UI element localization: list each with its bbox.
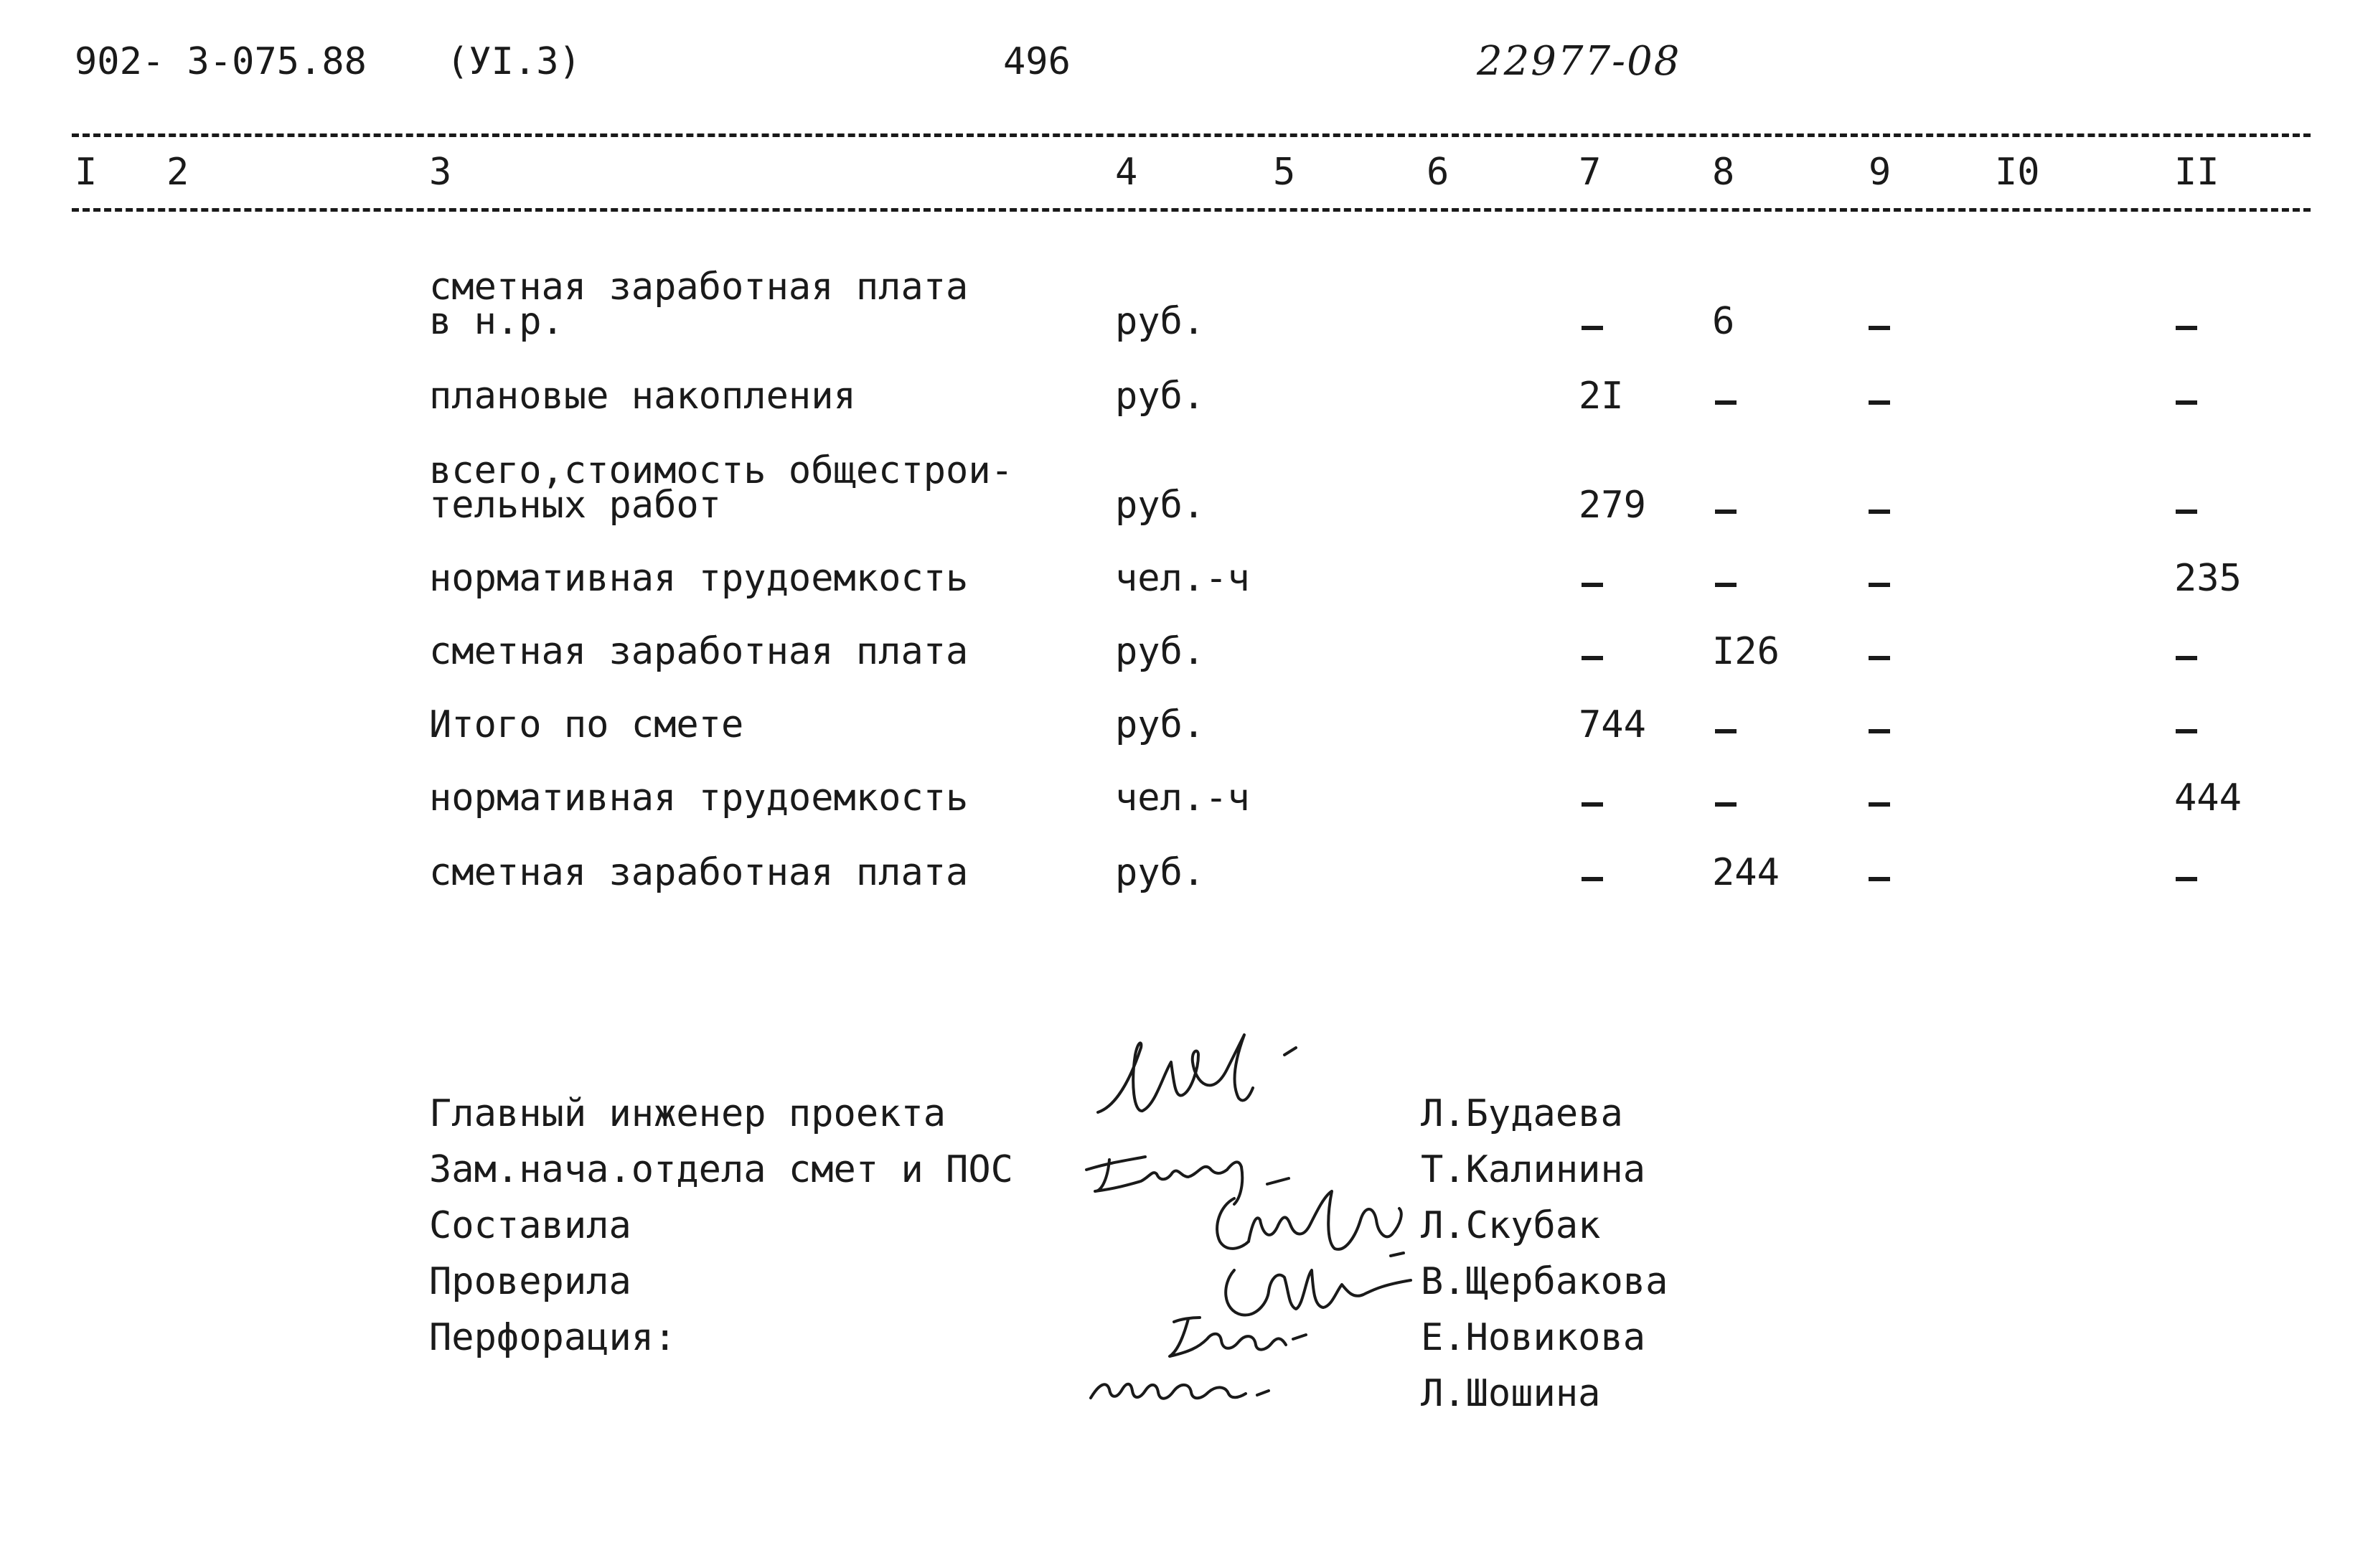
signatory-name-1: Л.Будаева [1421,1092,1623,1135]
table-rule-bottom [72,208,2311,212]
signature-role-4: Проверила [429,1260,631,1303]
column-number-6: 6 [1427,151,1449,194]
row-5-unit: руб. [1115,630,1206,673]
row-8-c7-dash [1582,877,1603,881]
row-3-unit: руб. [1115,484,1206,527]
row-2-c7-value: 2I [1579,375,1624,418]
signature-mark-5 [1160,1310,1317,1368]
row-4-unit: чел.-ч [1115,557,1250,600]
row-6-c11-dash [2176,729,2197,733]
row-4-c11-value: 235 [2174,557,2242,600]
signature-mark-6 [1085,1362,1286,1412]
row-7-c8-dash [1715,802,1737,807]
row-1-name-line-2: в н.р. [429,300,564,343]
signatory-name-5: Е.Новикова [1421,1316,1646,1359]
row-6-name-line-1: Итого по смете [429,703,744,746]
column-number-2: 2 [166,151,189,194]
page-number: 496 [1003,40,1071,83]
row-2-unit: руб. [1115,375,1206,418]
row-4-c8-dash [1715,583,1737,587]
row-3-c7-value: 279 [1579,484,1646,527]
column-number-7: 7 [1579,151,1602,194]
column-number-3: 3 [429,151,452,194]
row-4-c9-dash [1869,583,1890,587]
row-3-name-line-1: всего,стоимость общестрои- [429,449,1013,492]
row-6-c8-dash [1715,729,1737,733]
row-2-c11-dash [2176,400,2197,405]
row-7-c9-dash [1869,802,1890,807]
row-5-c11-dash [2176,656,2197,660]
row-7-name-line-1: нормативная трудоемкость [429,776,969,820]
row-8-unit: руб. [1115,851,1206,894]
row-6-c7-value: 744 [1579,703,1646,746]
row-8-c9-dash [1869,877,1890,881]
signature-role-2: Зам.нача.отдела смет и ПОС [429,1148,1013,1191]
column-number-4: 4 [1115,151,1138,194]
table-rule-top [72,133,2311,137]
row-3-c11-dash [2176,510,2197,514]
row-3-c9-dash [1869,510,1890,514]
row-2-c8-dash [1715,400,1737,405]
row-3-name-line-2: тельных работ [429,484,721,527]
column-number-1: I [75,151,98,194]
signature-role-3: Составила [429,1204,631,1247]
signature-role-5: Перфорация: [429,1316,677,1359]
row-1-name-line-1: сметная заработная плата [429,266,969,309]
column-number-5: 5 [1273,151,1296,194]
row-1-unit: руб. [1115,300,1206,343]
row-7-unit: чел.-ч [1115,776,1250,820]
row-5-c8-value: I26 [1712,630,1780,673]
column-number-10: I0 [1995,151,2040,194]
row-6-unit: руб. [1115,703,1206,746]
row-7-c11-value: 444 [2174,776,2242,820]
row-8-name-line-1: сметная заработная плата [429,851,969,894]
sheet-number: 22977-08 [1477,38,1681,85]
row-1-c7-dash [1582,326,1603,330]
column-number-9: 9 [1869,151,1892,194]
row-4-name-line-1: нормативная трудоемкость [429,557,969,600]
row-2-c9-dash [1869,400,1890,405]
row-5-name-line-1: сметная заработная плата [429,630,969,673]
row-5-c9-dash [1869,656,1890,660]
row-8-c11-dash [2176,877,2197,881]
row-7-c7-dash [1582,802,1603,807]
signature-role-1: Главный инженер проекта [429,1092,946,1135]
signatory-name-6: Л.Шошина [1421,1372,1601,1415]
section-code: (УI.3) [446,40,581,83]
column-number-11: II [2174,151,2219,194]
row-6-c9-dash [1869,729,1890,733]
row-1-c11-dash [2176,326,2197,330]
row-1-c8-value: 6 [1712,300,1735,343]
row-3-c8-dash [1715,510,1737,514]
row-1-c9-dash [1869,326,1890,330]
row-5-c7-dash [1582,656,1603,660]
row-8-c8-value: 244 [1712,851,1780,894]
row-2-name-line-1: плановые накопления [429,375,856,418]
document-code: 902- 3-075.88 [75,40,367,83]
signature-mark-1 [1091,1026,1306,1134]
column-number-8: 8 [1712,151,1735,194]
signatory-name-3: Л.Скубак [1421,1204,1601,1247]
signatory-name-4: В.Щербакова [1421,1260,1668,1303]
row-4-c7-dash [1582,583,1603,587]
signatory-name-2: Т.Калинина [1421,1148,1646,1191]
